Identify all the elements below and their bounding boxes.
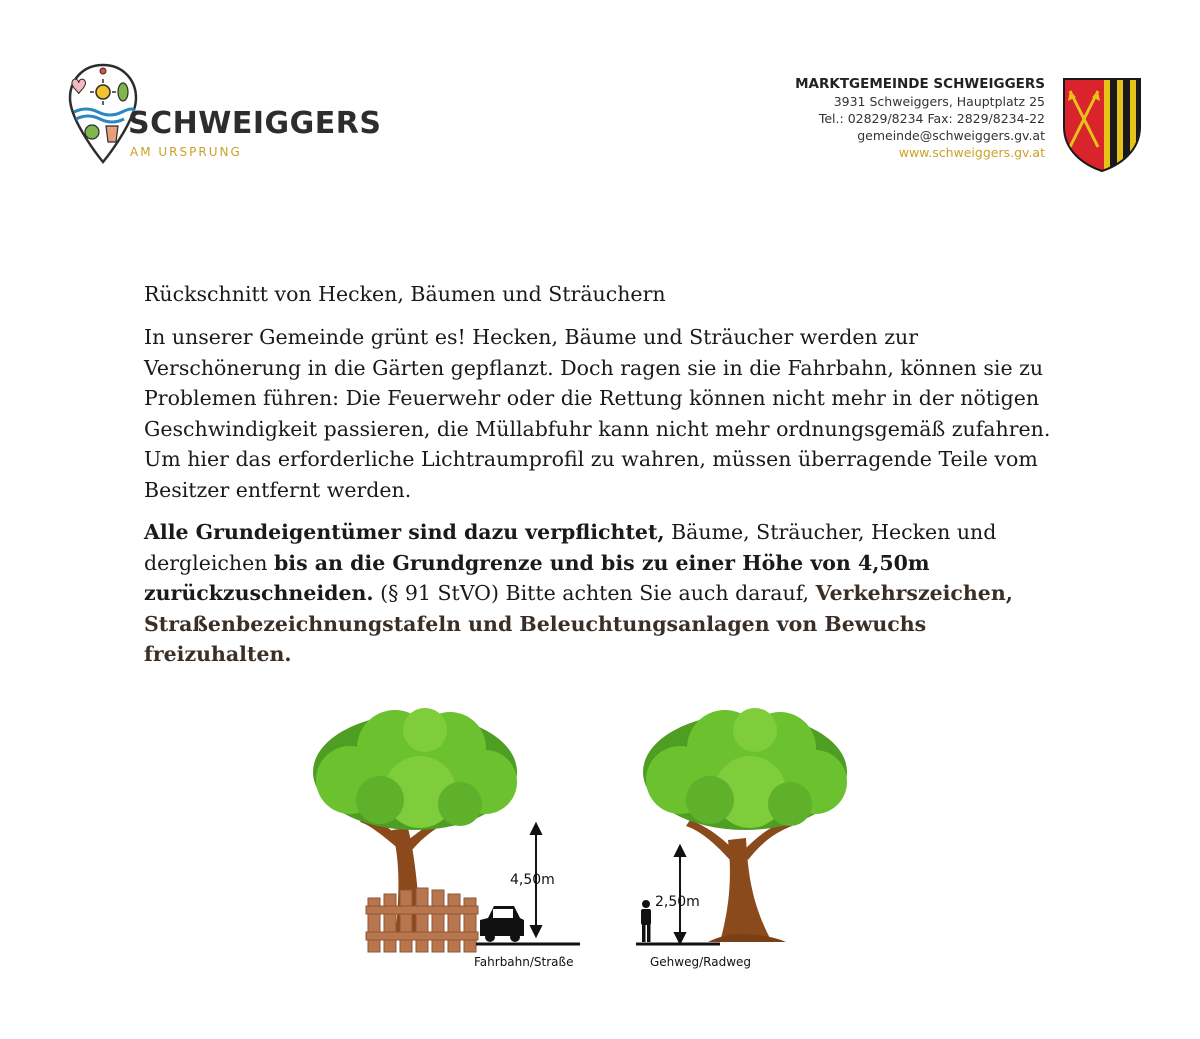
pedestrian-icon xyxy=(641,900,651,942)
car-icon xyxy=(480,906,524,942)
coat-of-arms-icon xyxy=(1062,77,1142,173)
article xyxy=(144,282,1074,682)
address: 3931 Schweiggers, Hauptplatz 25 xyxy=(833,94,1045,109)
article-paragraph-1: In unserer Gemeinde grünt es! Hecken, Bäume und Sträucher werden zur Verschönerung in die Gärten gepflanzt. Doch ragen sie in die Fahrbahn, können sie zu Problemen führen: Die Feuerwehr oder die Rettung können nicht mehr in der nötigen Geschwindigkeit passieren, die Müllabfuhr kann nicht mehr ordnungsgemäß zufahren. Um hier das erforderliche Lichtraumprofil zu wahren, müssen überragende Teile vom Besitzer entfernt werden. xyxy=(144,325,1051,502)
tree-left-icon xyxy=(313,708,517,940)
municipality-logo xyxy=(66,62,382,172)
stvo-reference-text: (§ 91 StVO) Bitte achten Sie auch darauf, xyxy=(373,581,816,605)
clearance-illustration xyxy=(300,700,900,990)
plants-text: Bäume, Sträucher, Hecken und dergleichen xyxy=(144,520,997,575)
email-link[interactable]: gemeinde@schweiggers.gv.at xyxy=(857,128,1045,143)
website-link[interactable]: www.schweiggers.gv.at xyxy=(898,145,1045,160)
signage-requirement-text: Verkehrszeichen, Straßenbezeichnungstafeln und Beleuchtungsanlagen von Bewuchs freizuhalten. xyxy=(144,581,1013,666)
height-requirement-text: bis an die Grundgrenze und bis zu einer Höhe von 4,50m zurückzuschneiden. xyxy=(144,550,930,605)
article-title: Rückschnitt von Hecken, Bäumen und Sträuchern xyxy=(144,282,666,306)
fence-icon xyxy=(366,888,478,952)
contact-block xyxy=(795,76,1045,161)
logo-name: SCHWEIGGERS xyxy=(128,106,382,141)
logo-tagline: AM URSPRUNG xyxy=(130,145,242,159)
height-label-right: 2,50m xyxy=(655,894,700,910)
caption-left: Fahrbahn/Straße xyxy=(474,955,574,969)
height-label-left: 4,50m xyxy=(510,872,555,888)
obligation-text: Alle Grundeigentümer sind dazu verpflichtet, xyxy=(144,520,665,544)
phone-fax: Tel.: 02829/8234 Fax: 2829/8234-22 xyxy=(818,111,1045,126)
article-paragraph-2 xyxy=(144,517,1074,670)
org-name: MARKTGEMEINDE SCHWEIGGERS xyxy=(795,76,1045,92)
caption-right: Gehweg/Radweg xyxy=(650,955,752,969)
